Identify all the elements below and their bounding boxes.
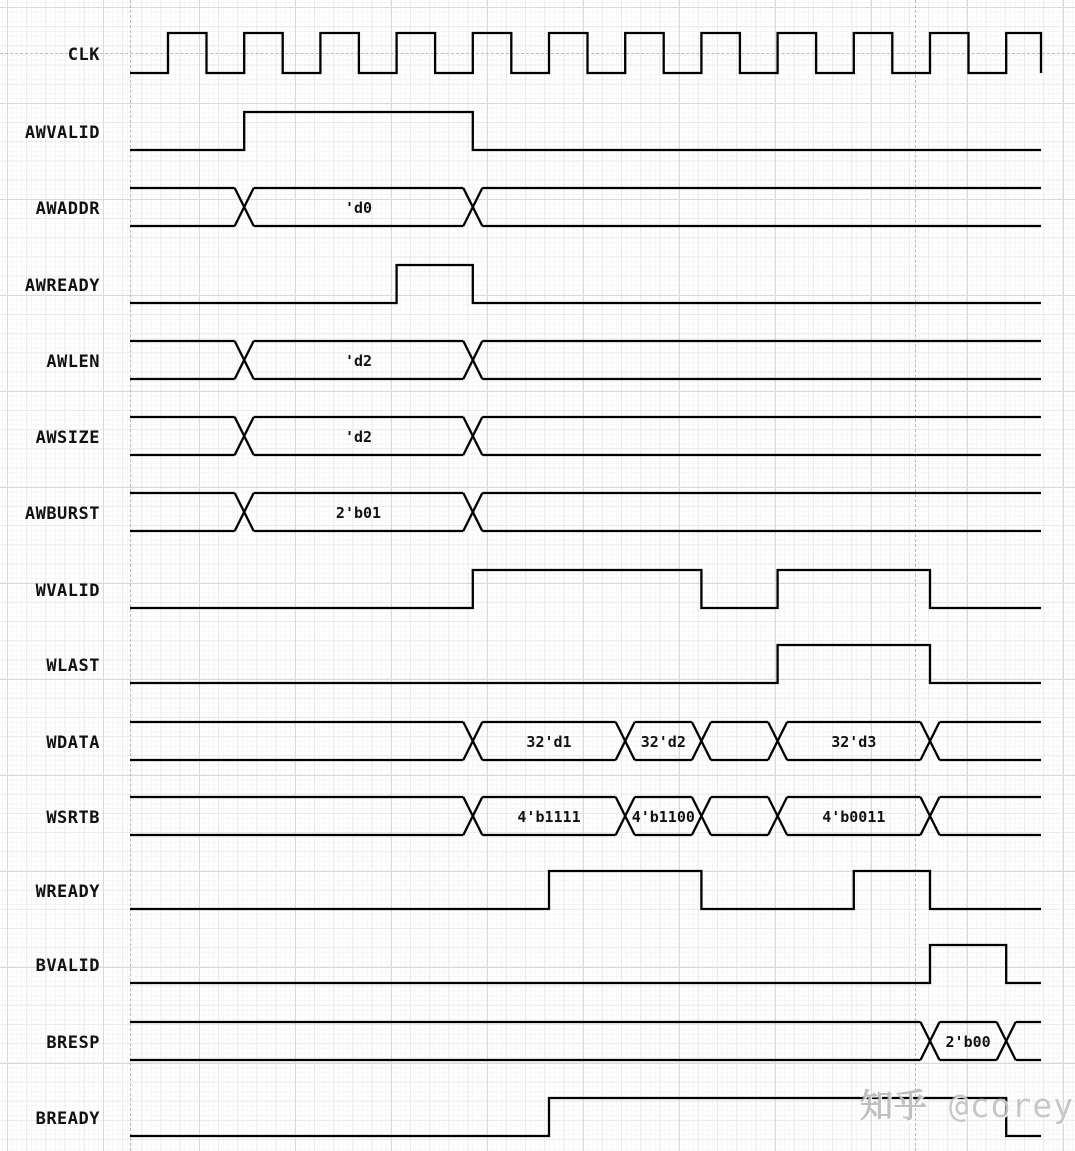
signal-wave-awsize (130, 417, 1041, 455)
signal-label-clk: CLK (67, 45, 100, 65)
bus-value-wsrtb: 4'b1100 (631, 808, 695, 826)
signal-wave-bvalid (130, 945, 1041, 983)
signal-label-wlast: WLAST (46, 656, 100, 676)
bus-value-wdata: 32'd1 (526, 733, 572, 751)
signal-wave-wdata (130, 722, 1041, 760)
signal-wave-awready (130, 265, 1041, 303)
bus-value-awlen: 'd2 (344, 352, 373, 370)
signal-label-bvalid: BVALID (35, 956, 100, 976)
watermark-logo: 知乎 (860, 1086, 928, 1125)
signal-wave-awaddr (130, 188, 1041, 226)
signal-label-awvalid: AWVALID (24, 123, 100, 143)
bus-value-wsrtb: 4'b1111 (517, 808, 581, 826)
bus-value-wdata: 32'd3 (831, 733, 877, 751)
signal-label-bready: BREADY (35, 1109, 100, 1129)
signal-wave-bresp (130, 1022, 1041, 1060)
bus-value-awburst: 2'b01 (335, 504, 382, 522)
bus-value-awaddr: 'd0 (344, 199, 373, 217)
signal-label-awsize: AWSIZE (35, 428, 100, 448)
signal-wave-wlast (130, 645, 1041, 683)
bus-value-wsrtb: 4'b0011 (822, 808, 886, 826)
signal-wave-awlen (130, 341, 1041, 379)
bus-value-awsize: 'd2 (344, 428, 373, 446)
signal-label-bresp: BRESP (46, 1033, 100, 1053)
signal-wave-wsrtb (130, 797, 1041, 835)
bus-value-wdata: 32'd2 (640, 733, 686, 751)
signal-label-wready: WREADY (35, 882, 100, 902)
signal-label-wdata: WDATA (46, 733, 100, 753)
signal-label-awready: AWREADY (24, 276, 100, 296)
signal-label-awaddr: AWADDR (35, 199, 100, 219)
signal-wave-awburst (130, 493, 1041, 531)
signal-label-wvalid: WVALID (35, 581, 100, 601)
signal-wave-clk (130, 33, 1041, 73)
signal-wave-wvalid (130, 570, 1041, 608)
bus-value-bresp: 2'b00 (945, 1033, 991, 1051)
signal-label-awburst: AWBURST (24, 504, 100, 524)
watermark-handle: @corey (948, 1086, 1075, 1125)
watermark (860, 1080, 1074, 1127)
signal-label-awlen: AWLEN (46, 352, 100, 372)
signal-label-wsrtb: WSRTB (46, 808, 100, 828)
signal-wave-wready (130, 871, 1041, 909)
signal-wave-awvalid (130, 112, 1041, 150)
